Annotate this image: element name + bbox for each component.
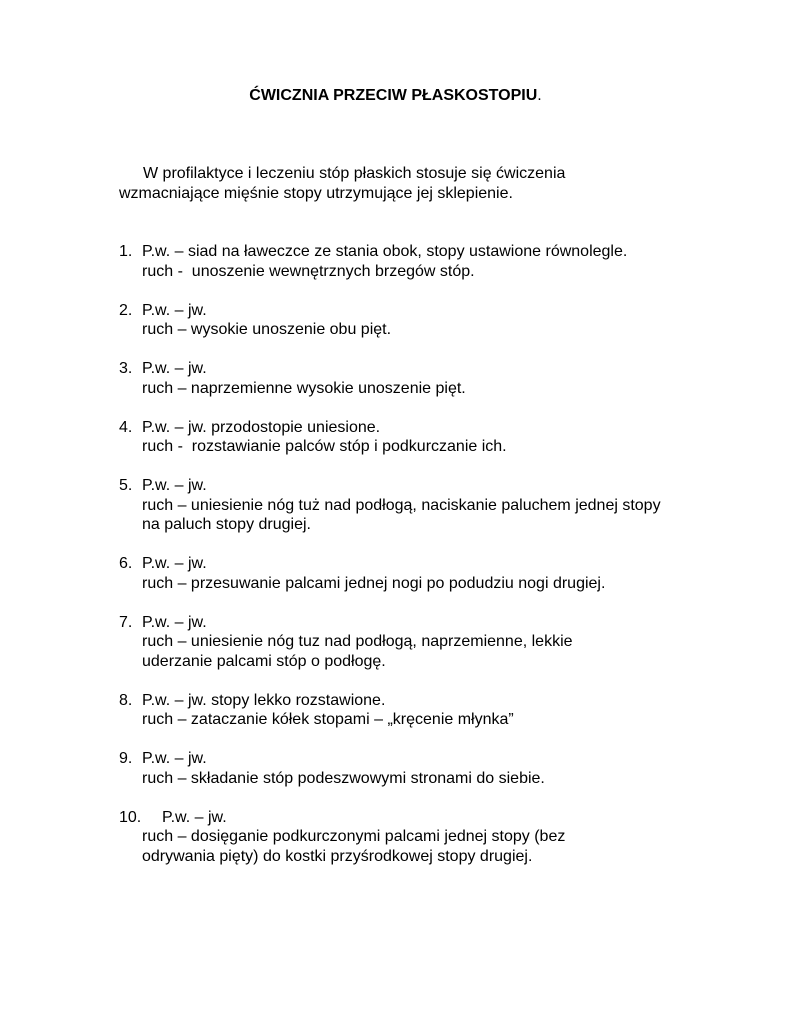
item-movement: ruch - rozstawianie palców stóp i podkurczanie ich. xyxy=(142,438,507,455)
item-movement: ruch – składanie stóp podeszwowymi stronami do siebie. xyxy=(142,769,545,787)
item-starting-position: P.w. – jw. stopy lekko rozstawione. xyxy=(142,691,386,709)
list-item xyxy=(119,613,719,672)
item-starting-position: P.w. – jw. przodostopie uniesione. xyxy=(142,418,381,436)
intro-line-1: W profilaktyce i leczeniu stóp płaskich stosuje się ćwiczenia xyxy=(143,165,566,182)
item-number: 3. xyxy=(119,360,133,377)
item-starting-position: P.w. – jw. xyxy=(142,360,207,377)
intro-line-2: wzmacniające mięśnie stopy utrzymujące jej sklepienie. xyxy=(119,185,513,202)
list-item xyxy=(119,359,719,398)
item-movement: ruch – przesuwanie palcami jednej nogi po podudziu nogi drugiej. xyxy=(142,574,606,592)
list-item xyxy=(119,691,719,730)
item-number: 7. xyxy=(119,613,133,631)
item-number: 6. xyxy=(119,555,133,572)
list-item xyxy=(119,301,719,340)
item-starting-position: P.w. – jw. xyxy=(142,613,207,631)
item-number: 9. xyxy=(119,750,133,767)
item-starting-position: P.w. – jw. xyxy=(142,750,207,767)
item-number: 8. xyxy=(119,691,133,709)
item-starting-position: P.w. – jw. xyxy=(142,477,207,494)
list-item xyxy=(119,554,719,593)
item-starting-position: P.w. – jw. xyxy=(162,808,227,826)
item-number: 5. xyxy=(119,477,133,494)
list-item xyxy=(119,808,719,867)
title-suffix: . xyxy=(537,87,542,104)
item-number: 2. xyxy=(119,301,133,319)
list-item xyxy=(119,476,719,535)
item-starting-position: P.w. – jw. xyxy=(142,555,207,572)
item-number: 10. xyxy=(119,808,142,826)
item-number: 1. xyxy=(119,243,133,260)
item-movement: ruch – naprzemienne wysokie unoszenie pięt. xyxy=(142,379,466,397)
item-number: 4. xyxy=(119,418,133,436)
item-movement: ruch – uniesienie nóg tuz nad podłogą, naprzemienne, lekkie uderzanie palcami stóp o podłogę. xyxy=(142,633,577,670)
item-movement: ruch – uniesienie nóg tuż nad podłogą, naciskanie paluchem jednej stopy na paluch stopy drugiej. xyxy=(142,496,666,533)
list-item xyxy=(119,418,719,457)
item-movement: ruch – wysokie unoszenie obu pięt. xyxy=(142,321,392,338)
list-item xyxy=(119,242,719,281)
list-item xyxy=(119,749,719,788)
page-title xyxy=(0,86,791,106)
exercise-list xyxy=(119,242,719,886)
item-starting-position: P.w. – jw. xyxy=(142,301,207,319)
item-movement: ruch - unoszenie wewnętrznych brzegów stóp. xyxy=(142,262,475,280)
intro-paragraph xyxy=(119,164,679,204)
title-text: ĆWICZNIA PRZECIW PŁASKOSTOPIU xyxy=(249,87,538,104)
item-movement: ruch – dosięganie podkurczonymi palcami jednej stopy (bez odrywania pięty) do kostki przyśrodkowej stopy drugiej. xyxy=(142,828,570,865)
item-movement: ruch – zataczanie kółek stopami – „kręcenie młynka” xyxy=(142,711,514,728)
item-starting-position: P.w. – siad na ławeczce ze stania obok, stopy ustawione równolegle. xyxy=(142,243,628,260)
